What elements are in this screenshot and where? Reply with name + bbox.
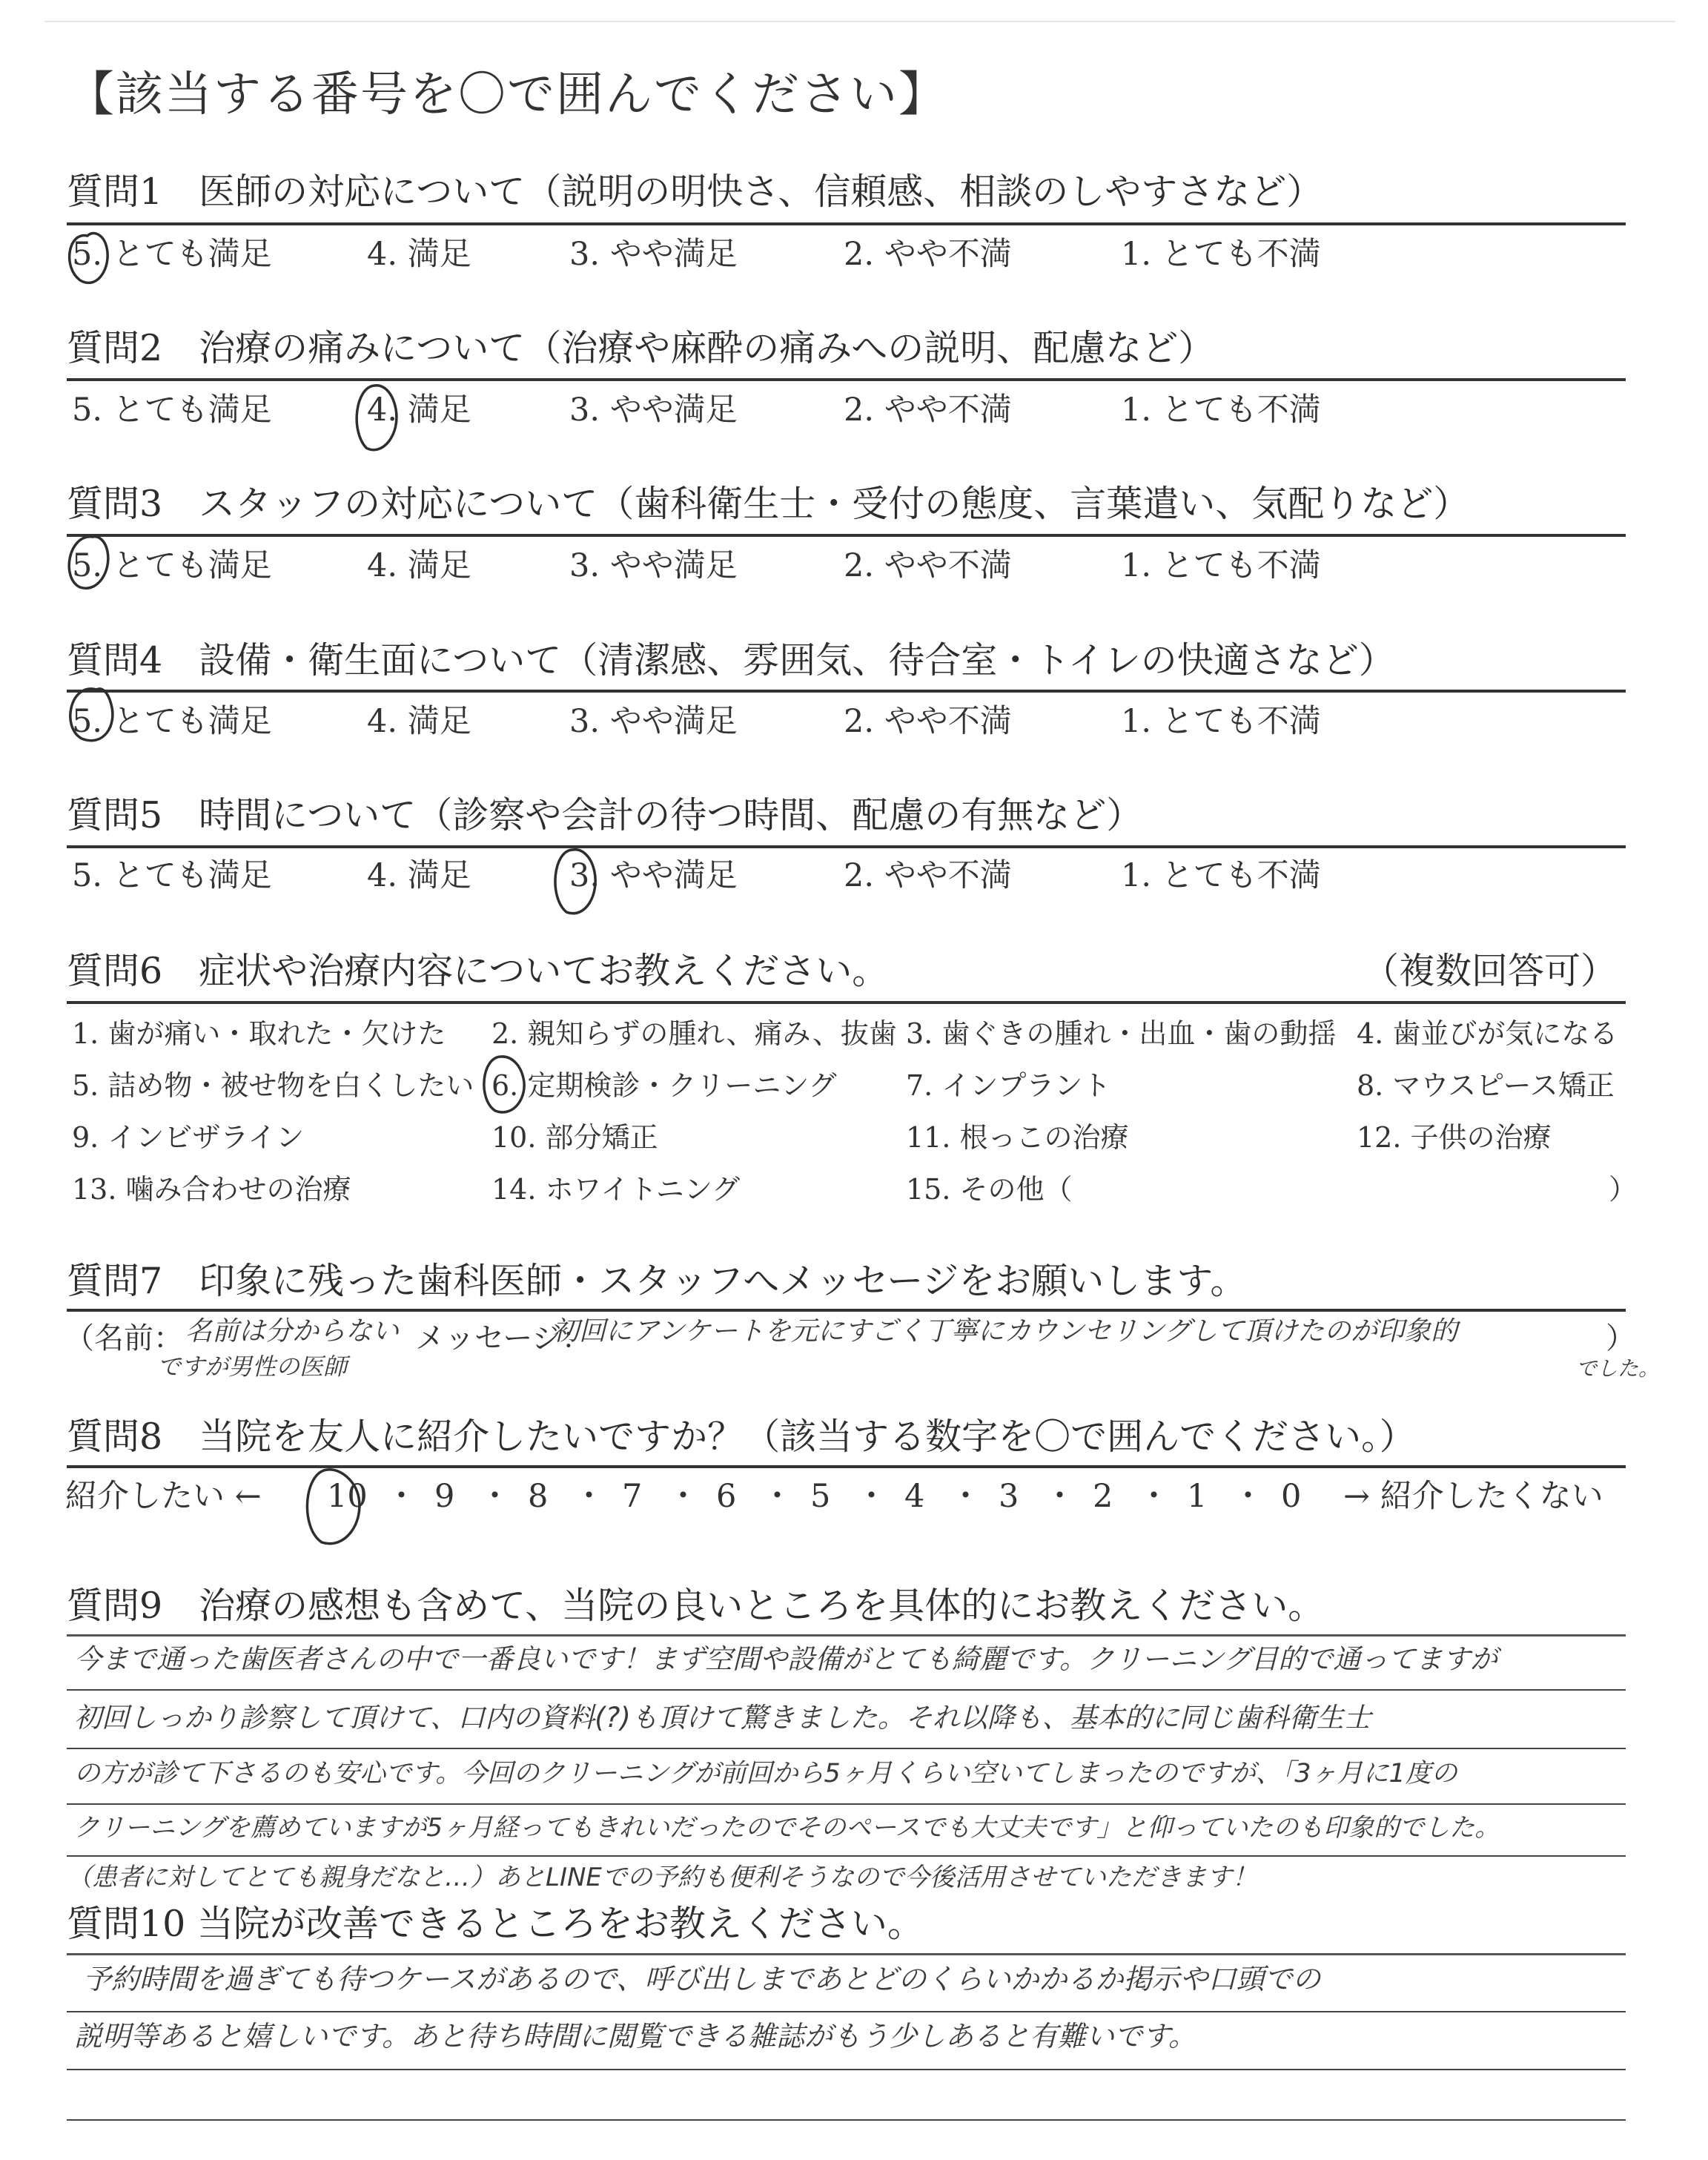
q3-option-4[interactable]: 4. 満足 bbox=[367, 547, 471, 584]
q3-heading: 質問3 スタッフの対応について（歯科衛生士・受付の態度、言葉遣い、気配りなど） bbox=[67, 483, 1470, 525]
q9-writing-line bbox=[67, 1689, 1626, 1691]
q8-dot: ・ bbox=[761, 1478, 793, 1515]
q8-heading: 質問8 当院を友人に紹介したいですか？（該当する数字を〇で囲んでください。） bbox=[67, 1416, 1416, 1458]
q9-writing-line bbox=[67, 1803, 1626, 1805]
q5-option-2[interactable]: 2. やや不満 bbox=[844, 857, 1012, 894]
q6-option-14[interactable]: 14. ホワイトニング bbox=[491, 1173, 741, 1206]
q2-option-4[interactable]: 4. 満足 bbox=[367, 392, 471, 429]
q1-option-1[interactable]: 1. とても不満 bbox=[1121, 236, 1321, 273]
q6-option-7[interactable]: 7. インプラント bbox=[906, 1069, 1111, 1102]
q4-heading: 質問4 設備・衛生面について（清潔感、雰囲気、待合室・トイレの快適さなど） bbox=[67, 639, 1395, 681]
q8-dot: ・ bbox=[667, 1478, 699, 1515]
q8-dot: ・ bbox=[573, 1478, 605, 1515]
q8-scale-0[interactable]: 0 bbox=[1281, 1478, 1302, 1515]
q6-option-13[interactable]: 13. 噛み合わせの治療 bbox=[72, 1173, 351, 1206]
q1-option-4[interactable]: 4. 満足 bbox=[367, 236, 471, 273]
q6-option-5[interactable]: 5. 詰め物・被せ物を白くしたい bbox=[72, 1069, 474, 1102]
q7-name-value[interactable]: 名前は分からない bbox=[185, 1316, 400, 1347]
q3-option-2[interactable]: 2. やや不満 bbox=[844, 547, 1012, 584]
q8-scale-6[interactable]: 6 bbox=[716, 1478, 737, 1515]
q6-option-1[interactable]: 1. 歯が痛い・取れた・欠けた bbox=[72, 1017, 446, 1050]
q6-option-2[interactable]: 2. 親知らずの腫れ、痛み、抜歯 bbox=[491, 1017, 897, 1050]
q10-writing-line bbox=[67, 2011, 1626, 2012]
q5-option-3[interactable]: 3. やや満足 bbox=[569, 857, 738, 894]
q6-option-6[interactable]: 6. 定期検診・クリーニング bbox=[491, 1069, 837, 1102]
q3-rule bbox=[67, 534, 1626, 537]
q5-heading: 質問5 時間について（診察や会計の待つ時間、配慮の有無など） bbox=[67, 794, 1143, 836]
top-border bbox=[44, 21, 1675, 22]
q6-option-8[interactable]: 8. マウスピース矯正 bbox=[1357, 1069, 1615, 1102]
q10-answer-line-1[interactable]: 予約時間を過ぎても待つケースがあるので、呼び出しまであとどのくらいかかるか掲示や口頭での bbox=[83, 1963, 1321, 1995]
q2-option-2[interactable]: 2. やや不満 bbox=[844, 392, 1012, 429]
q10-writing-line bbox=[67, 2119, 1626, 2121]
q8-dot: ・ bbox=[479, 1478, 511, 1515]
q8-scale-5[interactable]: 5 bbox=[810, 1478, 831, 1515]
q4-rule bbox=[67, 690, 1626, 693]
q6-option-10[interactable]: 10. 部分矯正 bbox=[491, 1121, 658, 1154]
q1-option-3[interactable]: 3. やや満足 bbox=[569, 236, 738, 273]
q1-heading: 質問1 医師の対応について（説明の明快さ、信頼感、相談のしやすさなど） bbox=[67, 171, 1323, 213]
q7-name-value-2[interactable]: ですが男性の医師 bbox=[157, 1353, 348, 1381]
q8-dot: ・ bbox=[1044, 1478, 1076, 1515]
q1-option-2[interactable]: 2. やや不満 bbox=[844, 236, 1012, 273]
q6-option-12[interactable]: 12. 子供の治療 bbox=[1357, 1121, 1552, 1154]
q2-rule bbox=[67, 378, 1626, 381]
q9-writing-line bbox=[67, 1855, 1626, 1857]
q10-rule bbox=[67, 1953, 1626, 1955]
q2-option-5[interactable]: 5. とても満足 bbox=[72, 392, 272, 429]
q8-scale-8[interactable]: 8 bbox=[528, 1478, 549, 1515]
q6-heading: 質問6 症状や治療内容についてお教えください。 bbox=[67, 950, 889, 992]
q9-answer-line-4[interactable]: クリーニングを薦めていますが5ヶ月経ってもきれいだったのでそのペースでも大丈夫です」と仰っていたのも印象的でした。 bbox=[74, 1813, 1500, 1843]
q8-dot: ・ bbox=[950, 1478, 982, 1515]
q6-option-4[interactable]: 4. 歯並びが気になる bbox=[1357, 1017, 1618, 1050]
q1-rule bbox=[67, 222, 1626, 225]
q7-rule bbox=[67, 1309, 1626, 1312]
q6-option-11[interactable]: 11. 根っこの治療 bbox=[906, 1121, 1129, 1154]
q4-option-5[interactable]: 5. とても満足 bbox=[72, 703, 272, 740]
form-title: 【該当する番号を〇で囲んでください】 bbox=[67, 67, 947, 122]
q6-rule bbox=[67, 1001, 1626, 1004]
q1-option-5[interactable]: 5. とても満足 bbox=[72, 236, 272, 273]
q8-dot: ・ bbox=[385, 1478, 417, 1515]
q8-scale-4[interactable]: 4 bbox=[904, 1478, 925, 1515]
q10-heading: 質問10 当院が改善できるところをお教えください。 bbox=[67, 1903, 924, 1945]
q4-option-1[interactable]: 1. とても不満 bbox=[1121, 703, 1321, 740]
q7-heading: 質問7 印象に残った歯科医師・スタッフへメッセージをお願いします。 bbox=[67, 1260, 1247, 1302]
q8-dot: ・ bbox=[1138, 1478, 1170, 1515]
q9-writing-line bbox=[67, 1748, 1626, 1749]
q8-dot: ・ bbox=[855, 1478, 887, 1515]
q8-left-label: 紹介したい ← bbox=[65, 1478, 262, 1515]
q8-scale-1[interactable]: 1 bbox=[1187, 1478, 1208, 1515]
q2-heading: 質問2 治療の痛みについて（治療や麻酔の痛みへの説明、配慮など） bbox=[67, 327, 1215, 369]
q4-option-2[interactable]: 2. やや不満 bbox=[844, 703, 1012, 740]
q2-option-1[interactable]: 1. とても不満 bbox=[1121, 392, 1321, 429]
q5-option-5[interactable]: 5. とても満足 bbox=[72, 857, 272, 894]
q10-writing-line bbox=[67, 2069, 1626, 2070]
q7-message-label: メッセージ： bbox=[415, 1321, 592, 1355]
q6-option-9[interactable]: 9. インビザライン bbox=[72, 1121, 305, 1154]
q8-scale-2[interactable]: 2 bbox=[1093, 1478, 1113, 1515]
q3-option-3[interactable]: 3. やや満足 bbox=[569, 547, 738, 584]
q7-close-paren: ） bbox=[1606, 1321, 1635, 1355]
q9-answer-line-5[interactable]: （患者に対してとても親身だなと…）あとLINEでの予約も便利そうなので今後活用させていただきます！ bbox=[67, 1863, 1257, 1892]
q9-answer-line-2[interactable]: 初回しっかり診察して頂けて、口内の資料(?)も頂けて驚きました。それ以降も、基本的に同じ歯科衛生士 bbox=[74, 1702, 1371, 1734]
q3-option-5[interactable]: 5. とても満足 bbox=[72, 547, 272, 584]
q7-name-label: （名前： bbox=[64, 1321, 183, 1355]
q9-heading: 質問9 治療の感想も含めて、当院の良いところを具体的にお教えください。 bbox=[67, 1585, 1325, 1627]
q8-rule bbox=[67, 1465, 1626, 1468]
q5-rule bbox=[67, 845, 1626, 848]
q9-answer-line-3[interactable]: の方が診て下さるのも安心です。今回のクリーニングが前回から5ヶ月くらい空いてしまったのですが、「3ヶ月に1度の bbox=[74, 1759, 1457, 1789]
q4-option-4[interactable]: 4. 満足 bbox=[367, 703, 471, 740]
q6-option-3[interactable]: 3. 歯ぐきの腫れ・出血・歯の動揺 bbox=[906, 1017, 1337, 1050]
q8-right-label: → 紹介したくない bbox=[1343, 1478, 1603, 1515]
q8-scale-10[interactable]: 10 bbox=[327, 1478, 368, 1515]
q8-scale-3[interactable]: 3 bbox=[999, 1478, 1019, 1515]
q9-answer-line-1[interactable]: 今まで通った歯医者さんの中で一番良いです！まず空間や設備がとても綺麗です。クリーニング目的で通ってますが bbox=[74, 1643, 1498, 1675]
q4-option-3[interactable]: 3. やや満足 bbox=[569, 703, 738, 740]
q10-answer-line-2[interactable]: 説明等あると嬉しいです。あと待ち時間に閲覧できる雑誌がもう少しあると有難いです。 bbox=[74, 2020, 1196, 2052]
q6-other-close-paren: ） bbox=[1609, 1173, 1638, 1206]
q8-scale-9[interactable]: 9 bbox=[434, 1478, 455, 1515]
q5-option-4[interactable]: 4. 満足 bbox=[367, 857, 471, 894]
q6-option-15[interactable]: 15. その他（ bbox=[906, 1173, 1073, 1206]
q7-message-value[interactable]: 初回にアンケートを元にすごく丁寧にカウンセリングして頂けたのが印象的 bbox=[552, 1316, 1458, 1347]
q6-multiple-note: （複数回答可） bbox=[1363, 950, 1618, 992]
q8-dot: ・ bbox=[1232, 1478, 1264, 1515]
q7-message-value-2[interactable]: でした。 bbox=[1576, 1356, 1660, 1381]
q5-option-1[interactable]: 1. とても不満 bbox=[1121, 857, 1321, 894]
q2-option-3[interactable]: 3. やや満足 bbox=[569, 392, 738, 429]
q3-option-1[interactable]: 1. とても不満 bbox=[1121, 547, 1321, 584]
q9-rule bbox=[67, 1634, 1626, 1636]
q8-scale-7[interactable]: 7 bbox=[622, 1478, 643, 1515]
